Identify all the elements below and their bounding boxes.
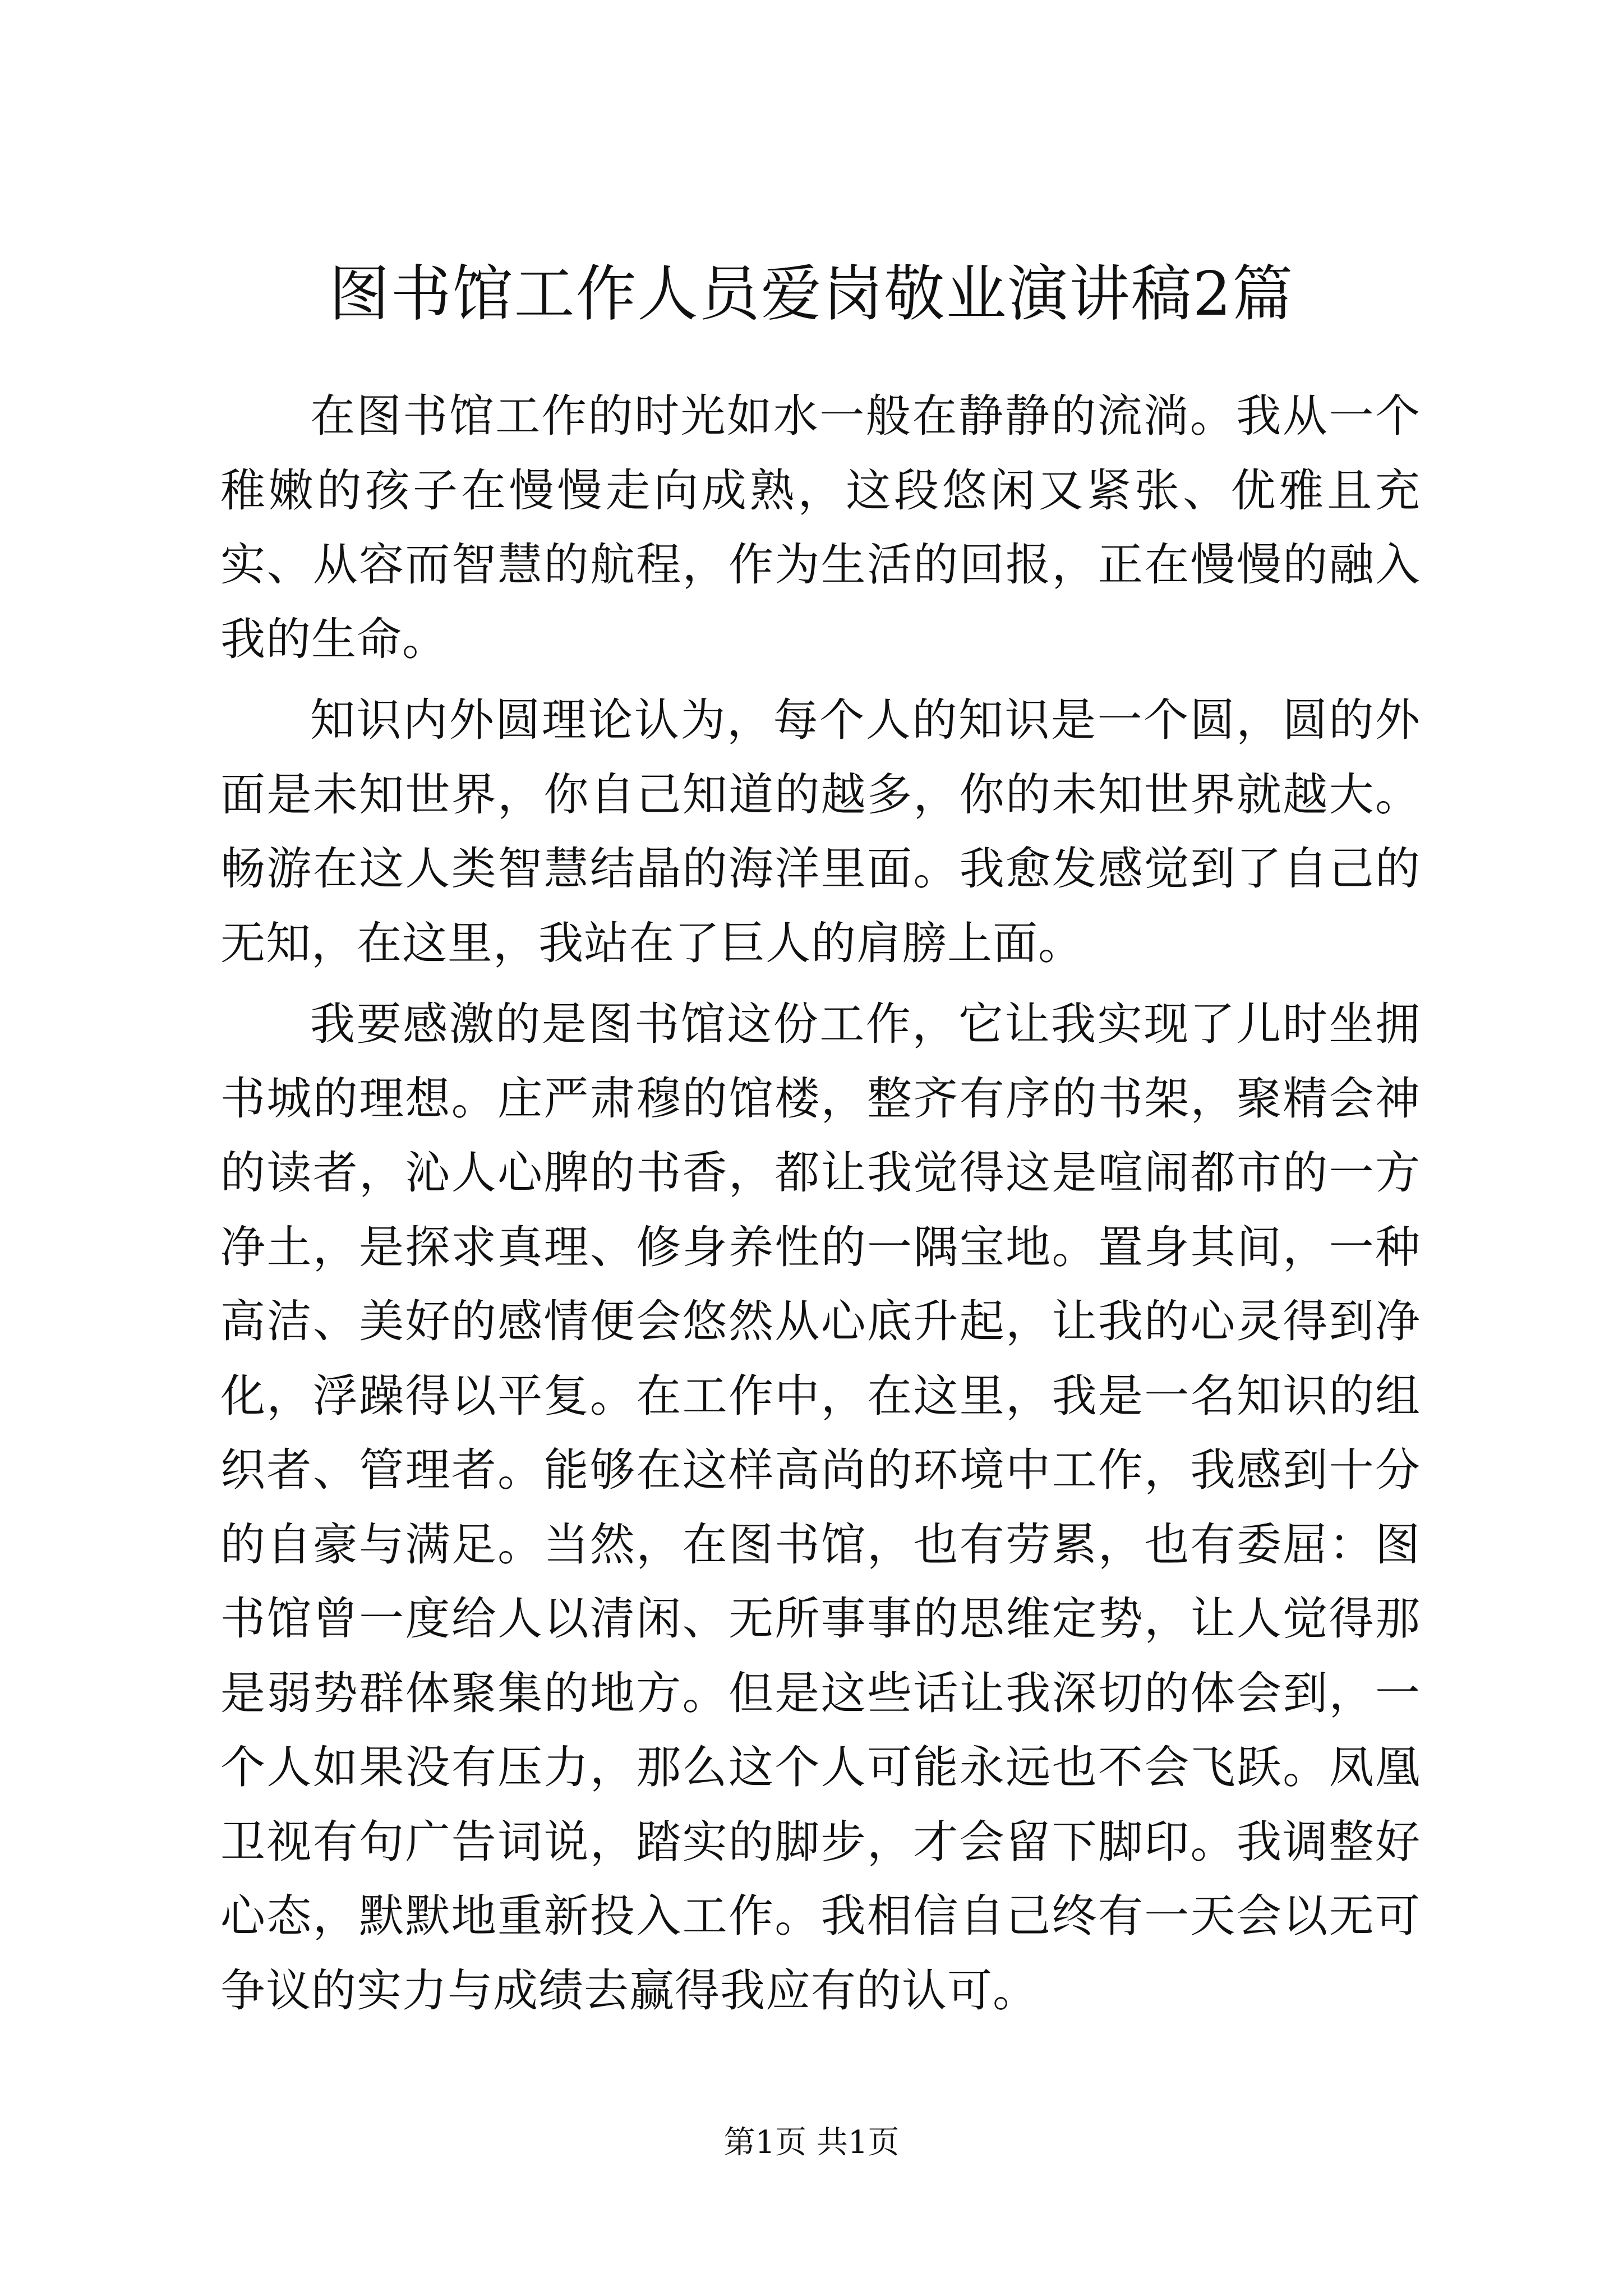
document-body bbox=[220, 379, 1421, 2028]
document-title: 图书馆工作人员爱岗敬业演讲稿2篇 bbox=[329, 259, 1294, 329]
page-number-footer: 第1页 共1页 bbox=[723, 2124, 900, 2161]
paragraph-2: 知识内外圆理论认为，每个人的知识是一个圆，圆的外面是未知世界，你自己知道的越多，你的未知世界就越大。畅游在这人类智慧结晶的海洋里面。我愈发感觉到了自己的无知，在这里，我站在了巨人的肩膀上面。 bbox=[220, 694, 1421, 969]
paragraph-3: 我要感激的是图书馆这份工作，它让我实现了儿时坐拥书城的理想。庄严肃穆的馆楼，整齐有序的书架，聚精会神的读者，沁人心脾的书香，都让我觉得这是喧闹都市的一方净土，是探求真理、修身养性的一隅宝地。置身其间，一种高洁、美好的感情便会悠然从心底升起，让我的心灵得到净化，浮躁得以平复。在工作中，在这里，我是一名知识的组织者、管理者。能够在这样高尚的环境中工作，我感到十分的自豪与满足。当然，在图书馆，也有劳累，也有委屈：图书馆曾一度给人以清闲、无所事事的思维定势，让人觉得那是弱势群体聚集的地方。但是这些话让我深切的体会到，一个人如果没有压力，那么这个人可能永远也不会飞跃。凤凰卫视有句广告词说，踏实的脚步，才会留下脚印。我调整好心态，默默地重新投入工作。我相信自己终有一天会以无可争议的实力与成绩去赢得我应有的认可。 bbox=[220, 998, 1421, 2017]
paragraph-1: 在图书馆工作的时光如水一般在静静的流淌。我从一个稚嫩的孩子在慢慢走向成熟，这段悠闲又紧张、优雅且充实、从容而智慧的航程，作为生活的回报，正在慢慢的融入我的生命。 bbox=[220, 390, 1421, 665]
